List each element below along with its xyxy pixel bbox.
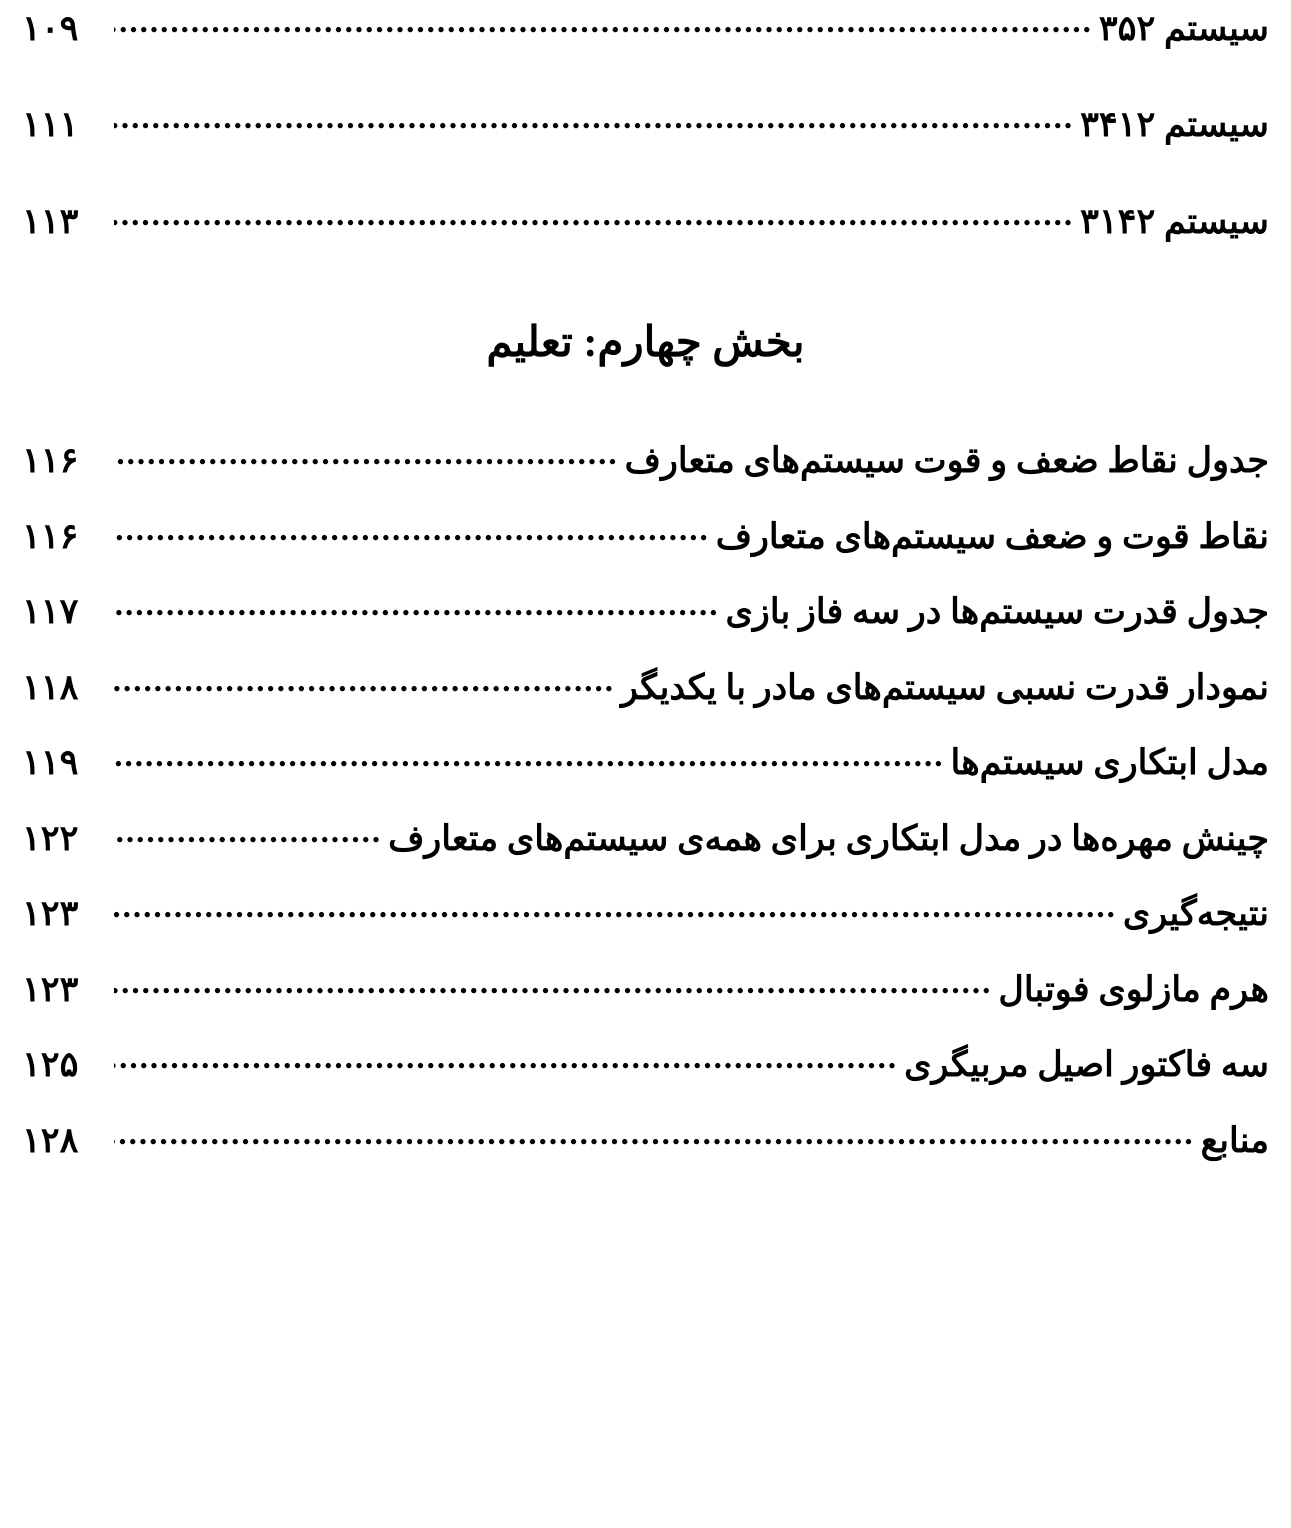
toc-leader-dots [114, 433, 619, 472]
toc-entry-page: ۱۲۵ [22, 1045, 79, 1084]
toc-entry-page: ۱۱۶ [22, 441, 79, 480]
toc-entry[interactable] [22, 0, 1269, 46]
toc-leader-dots [114, 584, 720, 623]
toc-entry-title: منابع [1200, 1120, 1269, 1160]
toc-leader-dots [114, 810, 382, 849]
toc-entry[interactable] [22, 1112, 1269, 1158]
toc-entry-page: ۱۲۳ [22, 969, 79, 1009]
toc-leader-dots [114, 886, 1117, 925]
toc-entry-page: ۱۱۸ [22, 667, 79, 707]
toc-entry[interactable] [22, 193, 1269, 239]
toc-entry[interactable] [22, 886, 1269, 932]
toc-entry-page: ۱۱۳ [22, 201, 79, 241]
toc-entry-title: سیستم ۳۵۲ [1098, 8, 1269, 48]
toc-leader-dots [114, 1112, 1195, 1151]
toc-leader-dots [114, 659, 615, 698]
toc-entry-title: جدول نقاط ضعف و قوت سیستم‌های متعارف [624, 441, 1269, 480]
toc-entry-page: ۱۲۸ [22, 1120, 79, 1160]
toc-entry-page: ۱۱۷ [22, 592, 79, 631]
toc-entry-title: سیستم ۳۱۴۲ [1080, 201, 1269, 241]
toc-entry[interactable] [22, 961, 1269, 1007]
toc-entry-page: ۱۱۹ [22, 743, 79, 782]
toc-entry-title: جدول قدرت سیستم‌ها در سه فاز بازی [725, 592, 1269, 631]
toc-entry[interactable] [22, 1037, 1269, 1083]
toc-leader-dots [114, 0, 1093, 39]
section-heading: بخش چهارم: تعلیم [486, 319, 805, 366]
toc-entry-page: ۱۲۲ [22, 818, 79, 858]
toc-entry-title: هرم مازلوی فوتبال [998, 969, 1269, 1009]
toc-entry-page: ۱۱۱ [22, 105, 79, 144]
toc-entry-title: سه فاکتور اصیل مربیگری [904, 1045, 1269, 1084]
toc-leader-dots [114, 193, 1074, 232]
toc-top-group [22, 0, 1269, 239]
toc-leader-dots [114, 735, 945, 774]
toc-leader-dots [114, 961, 992, 1000]
toc-entry-title: چینش مهره‌ها در مدل ابتکاری برای همه‌ی سیستم‌های متعارف [388, 818, 1269, 858]
toc-entry[interactable] [22, 810, 1269, 856]
toc-entry[interactable] [22, 659, 1269, 705]
toc-entry-page: ۱۱۶ [22, 516, 79, 556]
toc-entry-title: سیستم ۳۴۱۲ [1080, 105, 1269, 144]
toc-entry-title: نمودار قدرت نسبی سیستم‌های مادر با یکدیگر [620, 667, 1269, 707]
toc-entry[interactable] [22, 735, 1269, 781]
toc-entry[interactable] [22, 433, 1269, 479]
toc-entry[interactable] [22, 508, 1269, 554]
toc-entry[interactable] [22, 97, 1269, 143]
toc-main-group [22, 433, 1269, 1158]
toc-entry-title: مدل ابتکاری سیستم‌ها [950, 743, 1269, 782]
toc-entry-title: نتیجه‌گیری [1122, 894, 1269, 933]
toc-entry-page: ۱۰۹ [22, 8, 79, 48]
toc-leader-dots [114, 1037, 898, 1076]
toc-entry-title: نقاط قوت و ضعف سیستم‌های متعارف [715, 516, 1269, 556]
toc-entry-page: ۱۲۳ [22, 894, 79, 933]
toc-leader-dots [114, 508, 710, 547]
toc-leader-dots [114, 97, 1074, 136]
toc-entry[interactable] [22, 584, 1269, 630]
